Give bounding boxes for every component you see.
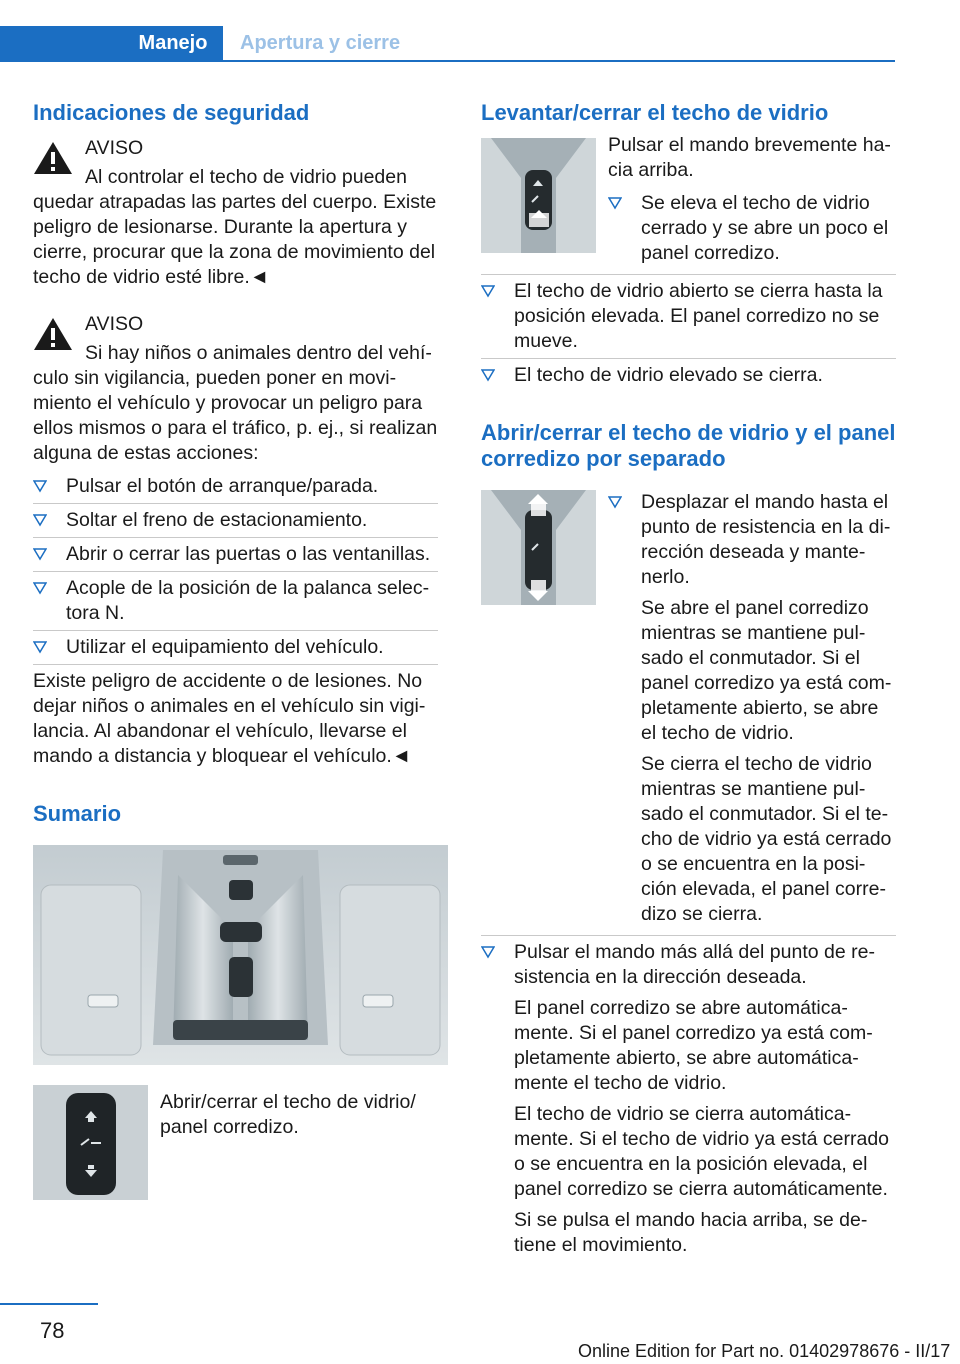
roof-switch-illustration [33,1085,148,1200]
warning-text: quedar atrapadas las partes del cuerpo. Existe peligro de lesionarse. Durante la apertura y cierre, procurar que la zona de movimiento del techo de vidrio esté libre.◄ [33,191,437,288]
separate-text [608,490,896,931]
raise-list [481,275,896,392]
warning-text-first: Si hay niños o animales dentro del vehí‐ [85,342,432,364]
warning-block-1 [33,134,438,290]
raise-intro: Pulsar el mando brevemente ha‐cia arriba. [608,134,891,181]
heading-separate: Abrir/cerrar el techo de vidrio y el panel corredizo por separado [481,420,896,471]
warning-block-2 [33,310,438,769]
footer-edition: Online Edition for Part no. 01402978676 - II/17 [578,1341,951,1361]
list-item: Acople de la posición de la palanca selec‐tora N. [33,572,438,631]
warning-action-list [33,470,438,665]
header-rule [0,60,895,62]
separate-switch-illustration [481,490,596,605]
separate-item1-p2: Se abre el panel corredizo mientras se mantiene pul‐sado el conmutador. Si el panel corredizo ya está com‐pletamente abierto, se abre el techo de vidrio. [641,597,892,744]
page-header [0,26,960,62]
separate-item2-p3: El techo de vidrio se cierra automática‐mente. Si el techo de vidrio ya está cerrado o se encuentra en la posición elevada, el panel corredizo se cierra automáticamente. [514,1103,890,1200]
separate-item2-p4: Si se pulsa el mando hacia arriba, se de‐tiene el movimiento. [514,1209,868,1256]
heading-raise-close: Levantar/cerrar el techo de vidrio [481,100,829,125]
triangle-bullet-icon [33,513,47,527]
heading-summary: Sumario [33,801,122,826]
triangle-bullet-icon [608,196,622,210]
separate-item2-p1: Pulsar el mando más allá del punto de re‐sistencia en la dirección deseada. [514,941,875,988]
list-item: Utilizar el equipamiento del vehículo. [33,631,438,665]
roof-console-illustration [33,845,448,1065]
raise-switch-photo [481,138,596,253]
triangle-bullet-icon [481,284,495,298]
triangle-bullet-icon [33,479,47,493]
right-column [481,100,896,1262]
warning-label: AVISO [85,137,144,159]
warning-text-first: Al controlar el techo de vidrio pueden [85,166,407,188]
warning-icon [33,140,73,176]
triangle-bullet-icon [33,547,47,561]
triangle-bullet-icon [608,495,622,509]
separate-sub-list [608,486,896,931]
list-item: Pulsar el botón de arranque/parada. [33,470,438,504]
switch-figure [33,1085,438,1200]
triangle-bullet-icon [33,640,47,654]
list-item [608,486,896,931]
separate-item2-p2: El panel corredizo se abre automática‐mente. Si el panel corredizo ya está com‐pletamente abierto, se abre automática‐mente el techo de vidrio. [514,997,873,1094]
switch-caption: Abrir/cerrar el techo de vidrio/ panel corredizo. [160,1091,416,1138]
raise-switch-illustration [481,138,596,253]
warning-icon [33,316,73,352]
separate-item1-p1: Desplazar el mando hasta el punto de resistencia en la di‐rección deseada y mante‐nerlo. [641,491,891,588]
list-item: Se eleva el techo de vidrio cerrado y se abre un poco el panel corredizo. [608,187,896,270]
heading-safety: Indicaciones de seguridad [33,100,310,125]
triangle-bullet-icon [481,945,495,959]
triangle-bullet-icon [481,368,495,382]
list-item: El techo de vidrio abierto se cierra hasta la posición elevada. El panel corredizo no se mueve. [481,275,896,359]
warning-text: culo sin vigilancia, pueden poner en movi‐miento el vehículo y provocar un peligro para ellos mismos o para el tráfico, p. ej., si realizan alguna de estas acciones: [33,367,438,464]
footer-rule [0,1303,98,1305]
triangle-bullet-icon [33,581,47,595]
warning-label: AVISO [85,313,144,335]
header-chapter-tab[interactable]: Manejo [123,26,223,60]
list-item: El techo de vidrio elevado se cierra. [481,359,896,392]
separate-figure [481,490,896,931]
raise-sub-list [608,187,896,270]
header-section-tab[interactable]: Apertura y cierre [240,31,401,54]
roof-switch-photo [33,1085,148,1200]
raise-figure [481,134,896,270]
raise-text [608,134,896,270]
left-column [33,100,438,1200]
separate-list [481,936,896,1262]
list-item: Soltar el freno de estacionamiento. [33,504,438,538]
page-number: 78 [40,1318,65,1343]
list-item [481,936,896,1262]
roof-console-photo [33,845,448,1065]
separate-switch-photo [481,490,596,605]
warning-conclusion: Existe peligro de accidente o de lesiones. No dejar niños o animales en el vehículo sin vigi‐lancia. Al abandonar el vehículo, llevarse el mando a distancia y bloquear el vehículo.◄ [33,670,426,767]
separate-item1-p3: Se cierra el techo de vidrio mientras se mantiene pul‐sado el conmutador. Si el te‐cho de vidrio ya está cerrado o se encuentra en la posi‐ción elevada, el panel corre‐dizo se cierra. [641,753,892,925]
list-item: Abrir o cerrar las puertas o las ventanillas. [33,538,438,572]
header-accent-block [0,26,123,60]
